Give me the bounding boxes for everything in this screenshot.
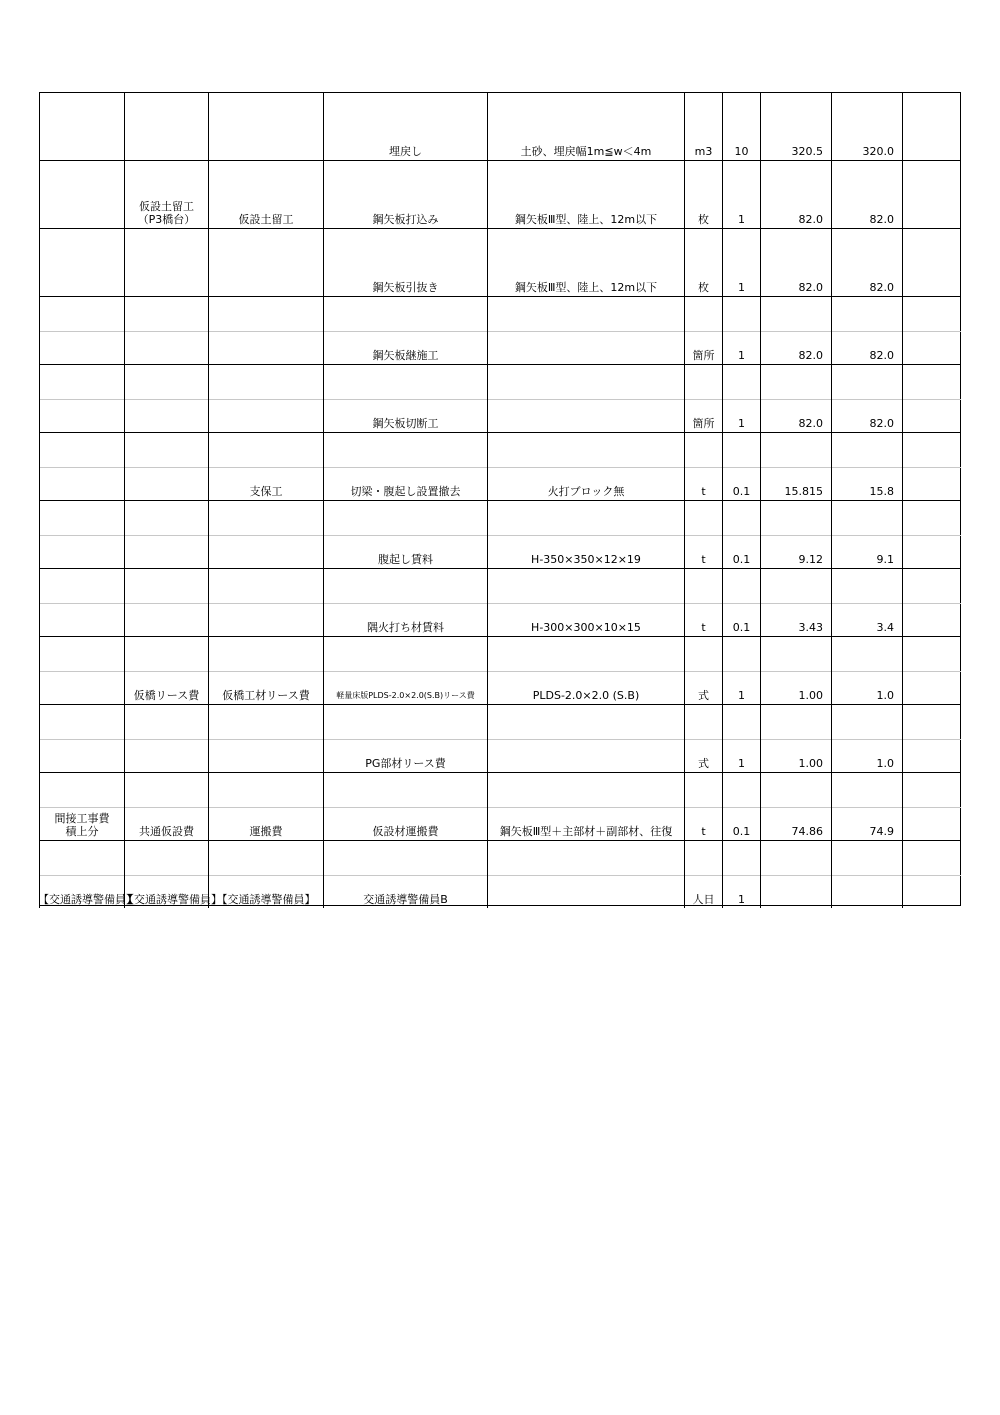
cell-quantity-text: 1 (738, 213, 745, 226)
cell-category (38, 840, 137, 908)
cell-remarks (902, 772, 961, 840)
cell-spec-text: H-350×350×12×19 (531, 553, 641, 566)
cell-quantity-text: 0.1 (732, 621, 751, 634)
cell-unit (684, 636, 722, 704)
cell-remarks (902, 228, 961, 296)
cell-value-2 (831, 364, 902, 432)
cell-quantity (722, 704, 760, 772)
cell-value-1-text: 1.00 (798, 689, 823, 702)
cell-value-1-text: 82.0 (798, 281, 823, 294)
cell-work-type (124, 636, 208, 704)
cell-item-text: 隅火打ち材賃料 (367, 621, 444, 634)
cell-work-kind (208, 500, 323, 568)
table-row (39, 568, 961, 636)
cell-work-type-text: 仮設土留工 （P3橋台） (137, 200, 196, 226)
cell-unit-text: m3 (694, 145, 713, 158)
cell-value-2-text: 82.0 (869, 281, 894, 294)
cell-quantity-text: 10 (734, 145, 749, 158)
table-row (39, 92, 961, 160)
cell-category (39, 160, 124, 228)
cell-spec (487, 228, 684, 296)
cell-value-2 (831, 228, 902, 296)
cell-item (323, 500, 487, 568)
cell-spec-text: 火打ブロック無 (547, 485, 625, 498)
cell-category (39, 568, 124, 636)
cell-item (323, 364, 487, 432)
cell-work-kind-text: 仮橋工材リース費 (222, 689, 310, 702)
cell-value-2-text: 1.0 (876, 689, 894, 702)
cell-spec (487, 296, 684, 364)
cell-work-kind (208, 840, 323, 908)
cell-work-type (124, 500, 208, 568)
cell-value-2 (831, 772, 902, 840)
cell-spec (487, 704, 684, 772)
cell-unit (684, 568, 722, 636)
cell-unit (684, 160, 722, 228)
cell-spec (487, 772, 684, 840)
cell-item-text: PG部材リース費 (365, 757, 446, 770)
cell-work-kind (208, 704, 323, 772)
cell-value-1-text: 74.86 (791, 825, 823, 838)
cell-spec (487, 160, 684, 228)
cell-quantity (722, 500, 760, 568)
table-row (39, 296, 961, 364)
cell-work-kind (208, 568, 323, 636)
cell-quantity-text: 1 (738, 417, 745, 430)
cell-category (39, 432, 124, 500)
cell-value-1-text: 9.12 (798, 553, 823, 566)
cell-work-type (124, 92, 208, 160)
cell-item-text: 鋼矢板打込み (372, 213, 439, 226)
cell-value-1 (760, 160, 831, 228)
cell-category (39, 228, 124, 296)
cell-value-1-text: 82.0 (798, 349, 823, 362)
table-row (39, 160, 961, 228)
cell-category (39, 636, 124, 704)
cell-value-2-text: 3.4 (876, 621, 894, 634)
cell-value-2 (831, 636, 902, 704)
cell-unit (684, 228, 722, 296)
cell-unit (684, 840, 722, 908)
cell-value-1 (760, 772, 831, 840)
cell-item-text: 切梁・腹起し設置撤去 (350, 485, 461, 498)
cell-work-kind (208, 160, 323, 228)
cell-work-type-text: 【交通誘導警備員】 (123, 893, 222, 906)
cell-remarks (902, 296, 961, 364)
cell-category (39, 704, 124, 772)
cell-value-2 (831, 500, 902, 568)
cell-spec (487, 636, 684, 704)
cell-quantity (722, 568, 760, 636)
cell-value-1-text: 320.5 (791, 145, 823, 158)
table-row (39, 636, 961, 704)
cell-item (323, 296, 487, 364)
cell-spec-text: 土砂、埋戻幅1m≦w＜4m (520, 145, 652, 158)
estimate-table (39, 92, 961, 906)
cell-unit-text: 枚 (698, 213, 709, 226)
cell-work-type (124, 568, 208, 636)
cell-value-2-text: 82.0 (869, 417, 894, 430)
cell-value-1 (760, 228, 831, 296)
cell-work-type (124, 296, 208, 364)
cell-unit-text: 式 (698, 689, 709, 702)
cell-category (39, 364, 124, 432)
cell-remarks (902, 500, 961, 568)
cell-spec (487, 500, 684, 568)
cell-value-2-text: 74.9 (869, 825, 894, 838)
cell-quantity (722, 160, 760, 228)
cell-unit-text: 箇所 (692, 349, 715, 362)
cell-unit-text: 人日 (692, 893, 715, 906)
cell-value-2 (831, 296, 902, 364)
cell-spec-text: 鋼矢板Ⅲ型、陸上、12m以下 (514, 281, 658, 294)
cell-item-text: 鋼矢板切断工 (372, 417, 439, 430)
cell-quantity-text: 1 (738, 349, 745, 362)
cell-remarks (902, 636, 961, 704)
cell-quantity (722, 772, 760, 840)
cell-work-type (124, 432, 208, 500)
cell-item-text: 鋼矢板継施工 (372, 349, 439, 362)
cell-unit (684, 432, 722, 500)
cell-unit-text: 枚 (698, 281, 709, 294)
cell-item (323, 568, 487, 636)
cell-value-1 (760, 840, 831, 908)
cell-remarks (902, 92, 961, 160)
cell-quantity-text: 1 (738, 281, 745, 294)
cell-value-1 (760, 92, 831, 160)
cell-quantity (722, 840, 760, 908)
cell-spec (487, 840, 684, 908)
cell-remarks (902, 704, 961, 772)
table-row (39, 500, 961, 568)
cell-remarks (902, 840, 961, 908)
cell-unit-text: 式 (698, 757, 709, 770)
cell-category-text: 間接工事費 積上分 (54, 812, 110, 838)
cell-unit-text: t (701, 485, 706, 498)
cell-unit (684, 92, 722, 160)
cell-unit (684, 296, 722, 364)
cell-item-text: 腹起し賃料 (378, 553, 433, 566)
cell-category (39, 296, 124, 364)
cell-work-kind (208, 92, 323, 160)
cell-value-2 (831, 160, 902, 228)
cell-spec (487, 568, 684, 636)
cell-item-text: 鋼矢板引抜き (372, 281, 439, 294)
cell-remarks (902, 568, 961, 636)
table-row (39, 432, 961, 500)
cell-value-1-text: 82.0 (798, 417, 823, 430)
cell-spec-text: 鋼矢板Ⅲ型＋主部材＋副部材、往復 (499, 825, 673, 838)
table-row (39, 772, 961, 840)
cell-remarks (902, 432, 961, 500)
cell-quantity (722, 92, 760, 160)
cell-item-text: 交通誘導警備員B (363, 893, 448, 906)
cell-item-text: 軽量床版PLDS-2.0×2.0(S.B)リース費 (336, 691, 475, 700)
cell-item (323, 636, 487, 704)
cell-value-2 (831, 704, 902, 772)
cell-spec-text: PLDS-2.0×2.0 (S.B) (532, 689, 640, 702)
table-row (39, 364, 961, 432)
cell-value-1-text: 82.0 (798, 213, 823, 226)
cell-value-1 (760, 568, 831, 636)
cell-value-2-text: 320.0 (862, 145, 894, 158)
cell-work-kind-text: 仮設土留工 (238, 213, 294, 226)
cell-work-kind (208, 636, 323, 704)
cell-spec (487, 432, 684, 500)
cell-category-text: 【交通誘導警備員】 (38, 893, 137, 906)
cell-work-type-text: 共通仮設費 (139, 825, 194, 838)
cell-value-2-text: 15.8 (869, 485, 894, 498)
cell-quantity (722, 296, 760, 364)
cell-quantity-text: 1 (738, 689, 745, 702)
cell-unit (684, 772, 722, 840)
cell-work-type (123, 840, 222, 908)
cell-unit (684, 364, 722, 432)
cell-value-2-text: 9.1 (876, 553, 894, 566)
cell-work-kind-text: 支保工 (249, 485, 283, 498)
cell-value-2 (831, 92, 902, 160)
cell-unit-text: t (701, 825, 706, 838)
cell-unit (684, 704, 722, 772)
cell-work-type (124, 364, 208, 432)
cell-unit-text: t (701, 621, 706, 634)
cell-value-1-text: 1.00 (798, 757, 823, 770)
cell-item (323, 432, 487, 500)
cell-remarks (902, 160, 961, 228)
table-row (39, 704, 961, 772)
cell-quantity (722, 636, 760, 704)
cell-quantity-text: 0.1 (732, 485, 751, 498)
cell-work-kind (208, 228, 323, 296)
cell-work-kind (208, 364, 323, 432)
cell-item (323, 160, 487, 228)
cell-spec (487, 364, 684, 432)
cell-work-type-text: 仮橋リース費 (133, 689, 200, 702)
cell-value-1 (760, 500, 831, 568)
cell-value-1 (760, 704, 831, 772)
table-row (39, 840, 961, 908)
cell-item (323, 704, 487, 772)
cell-category (39, 500, 124, 568)
cell-item-text: 仮設材運搬費 (372, 825, 439, 838)
cell-value-2-text: 82.0 (869, 213, 894, 226)
cell-quantity-text: 1 (738, 893, 745, 906)
cell-category (39, 772, 124, 840)
cell-remarks (902, 364, 961, 432)
cell-category (39, 92, 124, 160)
cell-work-kind (208, 432, 323, 500)
cell-quantity (722, 432, 760, 500)
cell-item-text: 埋戻し (389, 145, 422, 158)
cell-work-kind-text: 運搬費 (249, 825, 283, 838)
cell-work-kind (208, 296, 323, 364)
cell-item (323, 228, 487, 296)
cell-unit (684, 500, 722, 568)
cell-quantity (722, 364, 760, 432)
cell-value-1 (760, 636, 831, 704)
cell-value-1 (760, 296, 831, 364)
cell-spec-text: 鋼矢板Ⅲ型、陸上、12m以下 (514, 213, 658, 226)
cell-work-type (124, 228, 208, 296)
cell-value-1-text: 15.815 (784, 485, 823, 498)
cell-work-type (124, 772, 208, 840)
cell-quantity-text: 0.1 (732, 553, 751, 566)
cell-work-kind (208, 772, 323, 840)
cell-work-kind-text: 【交通誘導警備員】 (216, 893, 316, 906)
cell-value-2-text: 1.0 (876, 757, 894, 770)
cell-work-type (124, 160, 208, 228)
cell-value-2-text: 82.0 (869, 349, 894, 362)
cell-unit-text: t (701, 553, 706, 566)
cell-value-1 (760, 364, 831, 432)
cell-work-type (124, 704, 208, 772)
cell-value-2 (831, 432, 902, 500)
cell-quantity-text: 1 (738, 757, 745, 770)
cell-item (323, 92, 487, 160)
cell-value-2 (831, 840, 902, 908)
cell-spec (487, 92, 684, 160)
cell-value-2 (831, 568, 902, 636)
cell-quantity (722, 228, 760, 296)
cell-value-1 (760, 432, 831, 500)
table-row (39, 228, 961, 296)
cell-unit-text: 箇所 (692, 417, 715, 430)
cell-spec-text: H-300×300×10×15 (531, 621, 641, 634)
cell-item (323, 772, 487, 840)
cell-value-1-text: 3.43 (798, 621, 823, 634)
cell-item (323, 840, 487, 908)
cell-quantity-text: 0.1 (732, 825, 751, 838)
